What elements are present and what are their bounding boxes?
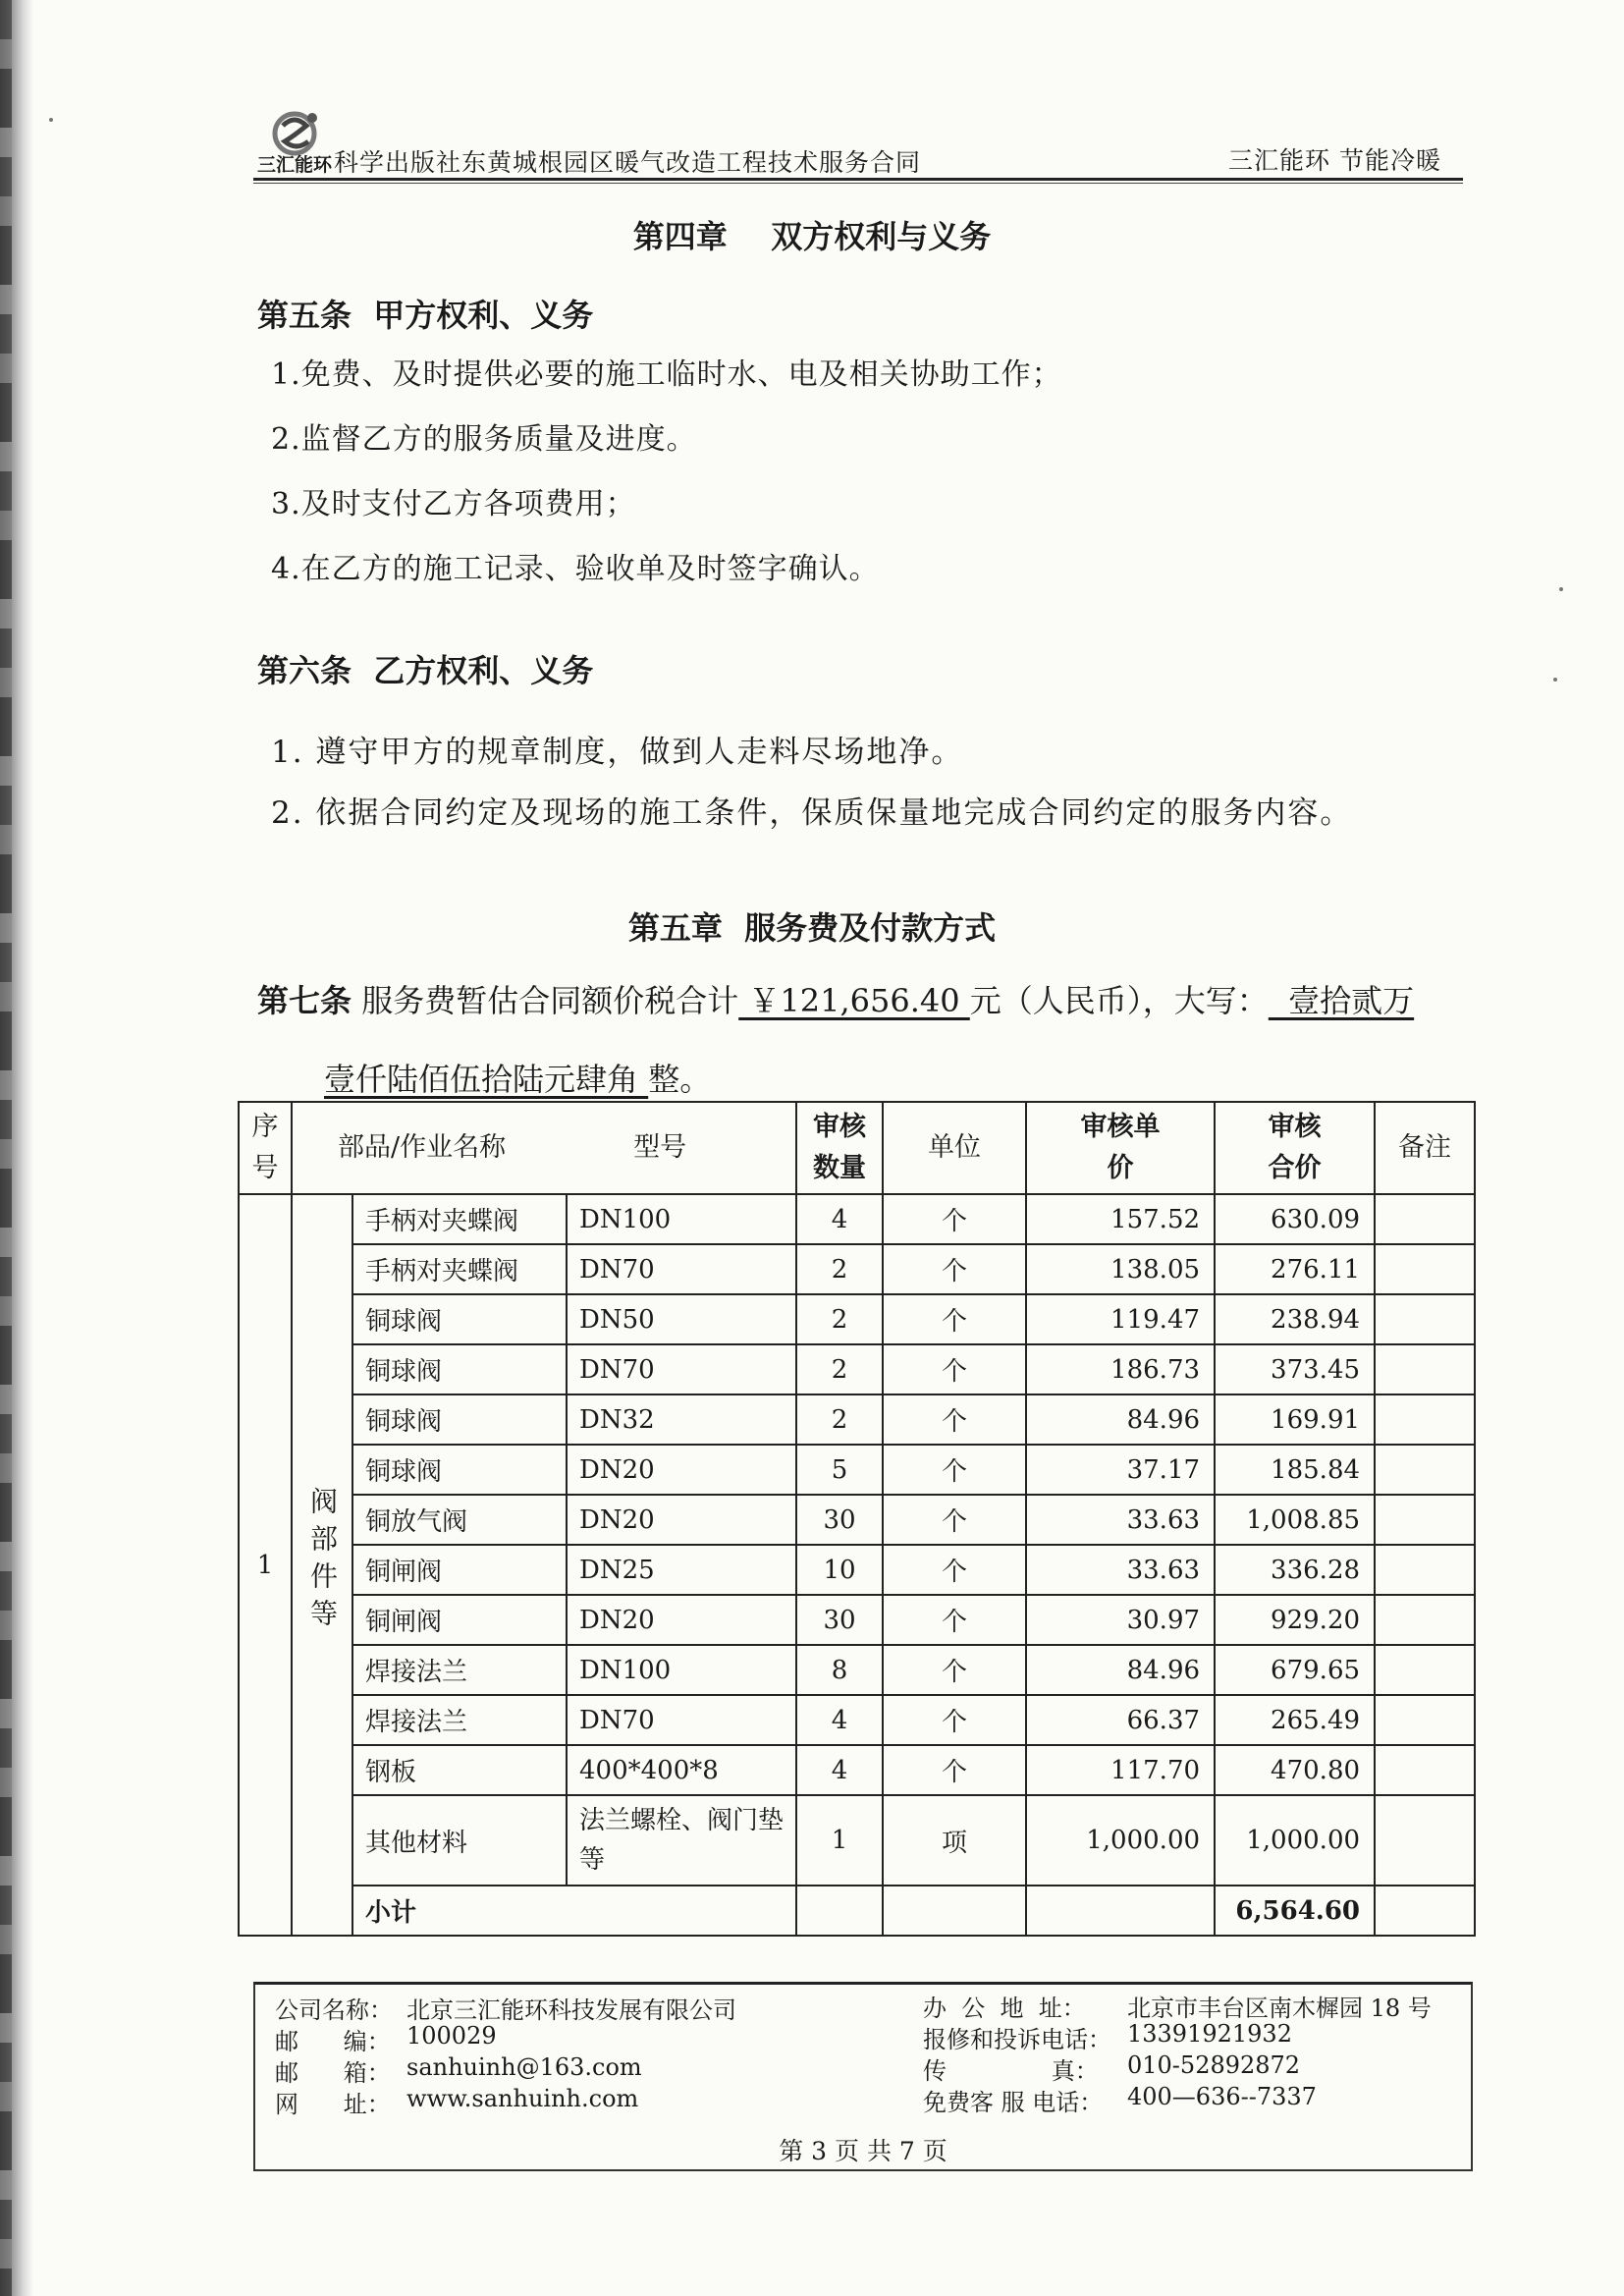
header-no: 序号 [239, 1102, 292, 1194]
item-note [1375, 1495, 1475, 1545]
header-total: 审核合价 [1215, 1102, 1375, 1194]
article-7-line1 [257, 976, 1414, 1021]
item-total: 1,000.00 [1215, 1795, 1375, 1886]
item-unit: 项 [883, 1795, 1026, 1886]
article-7-upper-amount-2: 壹仟陆佰伍拾陆元肆角 [324, 1061, 649, 1098]
table-row [239, 1745, 1475, 1795]
item-name: 焊接法兰 [352, 1645, 567, 1695]
chapter-4-title: 第四章 双方权利与义务 [632, 218, 992, 255]
chapter-5-title: 第五章 服务费及付款方式 [627, 909, 997, 947]
item-unit: 个 [883, 1695, 1026, 1745]
item-note [1375, 1595, 1475, 1645]
company-footer [253, 1982, 1473, 2171]
table-row [239, 1695, 1475, 1745]
footer-address: 北京市丰台区南木樨园 18 号 [1127, 1995, 1432, 2022]
item-qty: 5 [796, 1445, 883, 1495]
item-price: 138.05 [1026, 1244, 1215, 1294]
article-6-title: 第六条 乙方权利、义务 [257, 652, 594, 689]
group-name: 阀部件等 [306, 1487, 339, 1636]
item-note [1375, 1795, 1475, 1886]
item-total: 265.49 [1215, 1695, 1375, 1745]
article-7-label: 第七条 [257, 982, 352, 1019]
header-rule-thin [253, 183, 1463, 184]
scan-shadow-streaks [0, 0, 12, 2296]
article-5-item: 3.及时支付乙方各项费用； [271, 487, 636, 521]
footer-fax-label: 传 真： [923, 2057, 1099, 2085]
article-7-upper-amount-1: 壹拾贰万 [1268, 982, 1415, 1019]
item-model: DN70 [567, 1244, 796, 1294]
item-price: 37.17 [1026, 1445, 1215, 1495]
item-total: 1,008.85 [1215, 1495, 1375, 1545]
item-price: 117.70 [1026, 1745, 1215, 1795]
item-unit: 个 [883, 1194, 1026, 1244]
item-note [1375, 1645, 1475, 1695]
subtotal-row [239, 1886, 1475, 1936]
footer-service: 400—636--7337 [1127, 2083, 1317, 2110]
item-price: 186.73 [1026, 1344, 1215, 1394]
item-price: 1,000.00 [1026, 1795, 1215, 1886]
item-total: 470.80 [1215, 1745, 1375, 1795]
item-qty: 30 [796, 1495, 883, 1545]
item-note [1375, 1394, 1475, 1445]
footer-email-label: 邮 箱： [275, 2059, 391, 2087]
item-price: 33.63 [1026, 1495, 1215, 1545]
header-rule [253, 178, 1463, 181]
item-price: 119.47 [1026, 1294, 1215, 1344]
item-qty: 2 [796, 1344, 883, 1394]
footer-complaint: 13391921932 [1127, 2020, 1292, 2048]
item-note [1375, 1344, 1475, 1394]
footer-address-label: 办 公 地 址： [923, 1995, 1086, 2022]
scan-speck [1553, 678, 1557, 682]
header-name [292, 1102, 796, 1194]
header-slogan: 三汇能环 节能冷暖 [1228, 146, 1441, 175]
item-name: 钢板 [352, 1745, 567, 1795]
article-7-text3: 整。 [648, 1061, 712, 1098]
item-price: 66.37 [1026, 1695, 1215, 1745]
article-5-title: 第五条 甲方权利、义务 [257, 297, 594, 334]
footer-zip-label: 邮 编： [275, 2028, 391, 2055]
item-note [1375, 1294, 1475, 1344]
item-unit: 个 [883, 1244, 1026, 1294]
footer-zip: 100029 [406, 2022, 497, 2050]
header-name-label: 部品/作业名称 [338, 1132, 507, 1163]
table-row [239, 1344, 1475, 1394]
item-name: 铜闸阀 [352, 1595, 567, 1645]
article-5-item: 4.在乙方的施工记录、验收单及时签字确认。 [271, 552, 880, 586]
article-7-line2 [324, 1055, 711, 1100]
item-name: 其他材料 [352, 1795, 567, 1886]
footer-fax: 010-52892872 [1127, 2051, 1301, 2079]
item-qty: 1 [796, 1795, 883, 1886]
table-row [239, 1294, 1475, 1344]
item-model: DN20 [567, 1445, 796, 1495]
item-unit: 个 [883, 1495, 1026, 1545]
footer-service-label: 免费客 服 电话： [923, 2089, 1104, 2116]
item-model: DN20 [567, 1495, 796, 1545]
table-row [239, 1194, 1475, 1244]
item-note [1375, 1194, 1475, 1244]
table-row [239, 1795, 1475, 1886]
subtotal-empty [1026, 1886, 1215, 1936]
subtotal-value: 6,564.60 [1215, 1886, 1375, 1936]
article-6-item: 1. 遵守甲方的规章制度，做到人走料尽场地净。 [271, 735, 964, 770]
item-total: 679.65 [1215, 1645, 1375, 1695]
item-qty: 4 [796, 1695, 883, 1745]
item-price: 157.52 [1026, 1194, 1215, 1244]
table-row [239, 1495, 1475, 1545]
header-model: 型号 [633, 1132, 687, 1163]
table-header-row [239, 1102, 1475, 1194]
header-title [257, 143, 921, 179]
header-brand: 三汇能环 [257, 154, 333, 176]
article-7-text2: 元（人民币），大写： [969, 982, 1269, 1019]
item-total: 929.20 [1215, 1595, 1375, 1645]
group-no-cell: 1 [239, 1194, 292, 1936]
header-qty: 审核数量 [796, 1102, 883, 1194]
item-name: 手柄对夹蝶阀 [352, 1244, 567, 1294]
group-name-cell [292, 1194, 352, 1936]
item-model: DN70 [567, 1344, 796, 1394]
article-6-item: 2. 依据合同约定及现场的施工条件，保质保量地完成合同约定的服务内容。 [271, 795, 1353, 831]
item-qty: 4 [796, 1194, 883, 1244]
article-5-item: 1.免费、及时提供必要的施工临时水、电及相关协助工作； [271, 357, 1062, 392]
table-row [239, 1595, 1475, 1645]
item-price: 30.97 [1026, 1595, 1215, 1645]
item-price: 33.63 [1026, 1545, 1215, 1595]
footer-complaint-label: 报修和投诉电话： [923, 2026, 1111, 2053]
item-unit: 个 [883, 1545, 1026, 1595]
table-row [239, 1244, 1475, 1294]
header-price: 审核单价 [1026, 1102, 1215, 1194]
item-qty: 8 [796, 1645, 883, 1695]
footer-web-label: 网 址： [275, 2091, 391, 2118]
subtotal-empty [796, 1886, 883, 1936]
item-name: 铜闸阀 [352, 1545, 567, 1595]
subtotal-empty [1375, 1886, 1475, 1936]
article-7-amount: ￥121,656.40 [738, 982, 970, 1019]
item-name: 铜球阀 [352, 1445, 567, 1495]
item-note [1375, 1244, 1475, 1294]
item-model: DN50 [567, 1294, 796, 1344]
footer-company-label: 公司名称： [275, 1996, 393, 2024]
item-qty: 4 [796, 1745, 883, 1795]
header-note: 备注 [1375, 1102, 1475, 1194]
item-total: 336.28 [1215, 1545, 1375, 1595]
item-total: 169.91 [1215, 1394, 1375, 1445]
article-7-text: 服务费暂估合同额价税合计 [352, 982, 739, 1019]
item-qty: 2 [796, 1294, 883, 1344]
item-unit: 个 [883, 1344, 1026, 1394]
item-name: 手柄对夹蝶阀 [352, 1194, 567, 1244]
subtotal-empty [883, 1886, 1026, 1936]
table-row [239, 1545, 1475, 1595]
item-name: 铜球阀 [352, 1294, 567, 1344]
item-model: DN70 [567, 1695, 796, 1745]
header-unit: 单位 [883, 1102, 1026, 1194]
header-contract-title: 科学出版社东黄城根园区暖气改造工程技术服务合同 [334, 148, 922, 177]
table-row [239, 1445, 1475, 1495]
article-5-item: 2.监督乙方的服务质量及进度。 [271, 422, 697, 457]
item-unit: 个 [883, 1745, 1026, 1795]
footer-email: sanhuinh@163.com [406, 2053, 642, 2081]
item-model: DN25 [567, 1545, 796, 1595]
item-name: 铜放气阀 [352, 1495, 567, 1545]
item-total: 185.84 [1215, 1445, 1375, 1495]
item-note [1375, 1445, 1475, 1495]
footer-web: www.sanhuinh.com [406, 2085, 639, 2112]
item-unit: 个 [883, 1445, 1026, 1495]
item-name: 铜球阀 [352, 1344, 567, 1394]
item-qty: 10 [796, 1545, 883, 1595]
item-model: 400*400*8 [567, 1745, 796, 1795]
item-qty: 30 [796, 1595, 883, 1645]
item-model: DN100 [567, 1194, 796, 1244]
page-number: 第 3 页 共 7 页 [779, 2137, 947, 2165]
item-price: 84.96 [1026, 1645, 1215, 1695]
item-total: 630.09 [1215, 1194, 1375, 1244]
item-model: DN32 [567, 1394, 796, 1445]
table-row [239, 1394, 1475, 1445]
item-unit: 个 [883, 1645, 1026, 1695]
item-model: DN20 [567, 1595, 796, 1645]
scan-speck [1559, 587, 1563, 591]
item-model: 法兰螺栓、阀门垫等 [567, 1795, 796, 1886]
item-model: DN100 [567, 1645, 796, 1695]
subtotal-label: 小计 [352, 1886, 796, 1936]
item-name: 铜球阀 [352, 1394, 567, 1445]
item-note [1375, 1545, 1475, 1595]
scan-speck [49, 118, 53, 122]
service-fee-table [238, 1101, 1476, 1937]
item-unit: 个 [883, 1595, 1026, 1645]
item-price: 84.96 [1026, 1394, 1215, 1445]
item-note [1375, 1695, 1475, 1745]
footer-company: 北京三汇能环科技发展有限公司 [406, 1996, 736, 2024]
item-note [1375, 1745, 1475, 1795]
item-total: 276.11 [1215, 1244, 1375, 1294]
item-qty: 2 [796, 1244, 883, 1294]
item-total: 373.45 [1215, 1344, 1375, 1394]
item-unit: 个 [883, 1394, 1026, 1445]
item-unit: 个 [883, 1294, 1026, 1344]
table-body [239, 1194, 1475, 1936]
table-row [239, 1645, 1475, 1695]
item-qty: 2 [796, 1394, 883, 1445]
item-total: 238.94 [1215, 1294, 1375, 1344]
item-name: 焊接法兰 [352, 1695, 567, 1745]
